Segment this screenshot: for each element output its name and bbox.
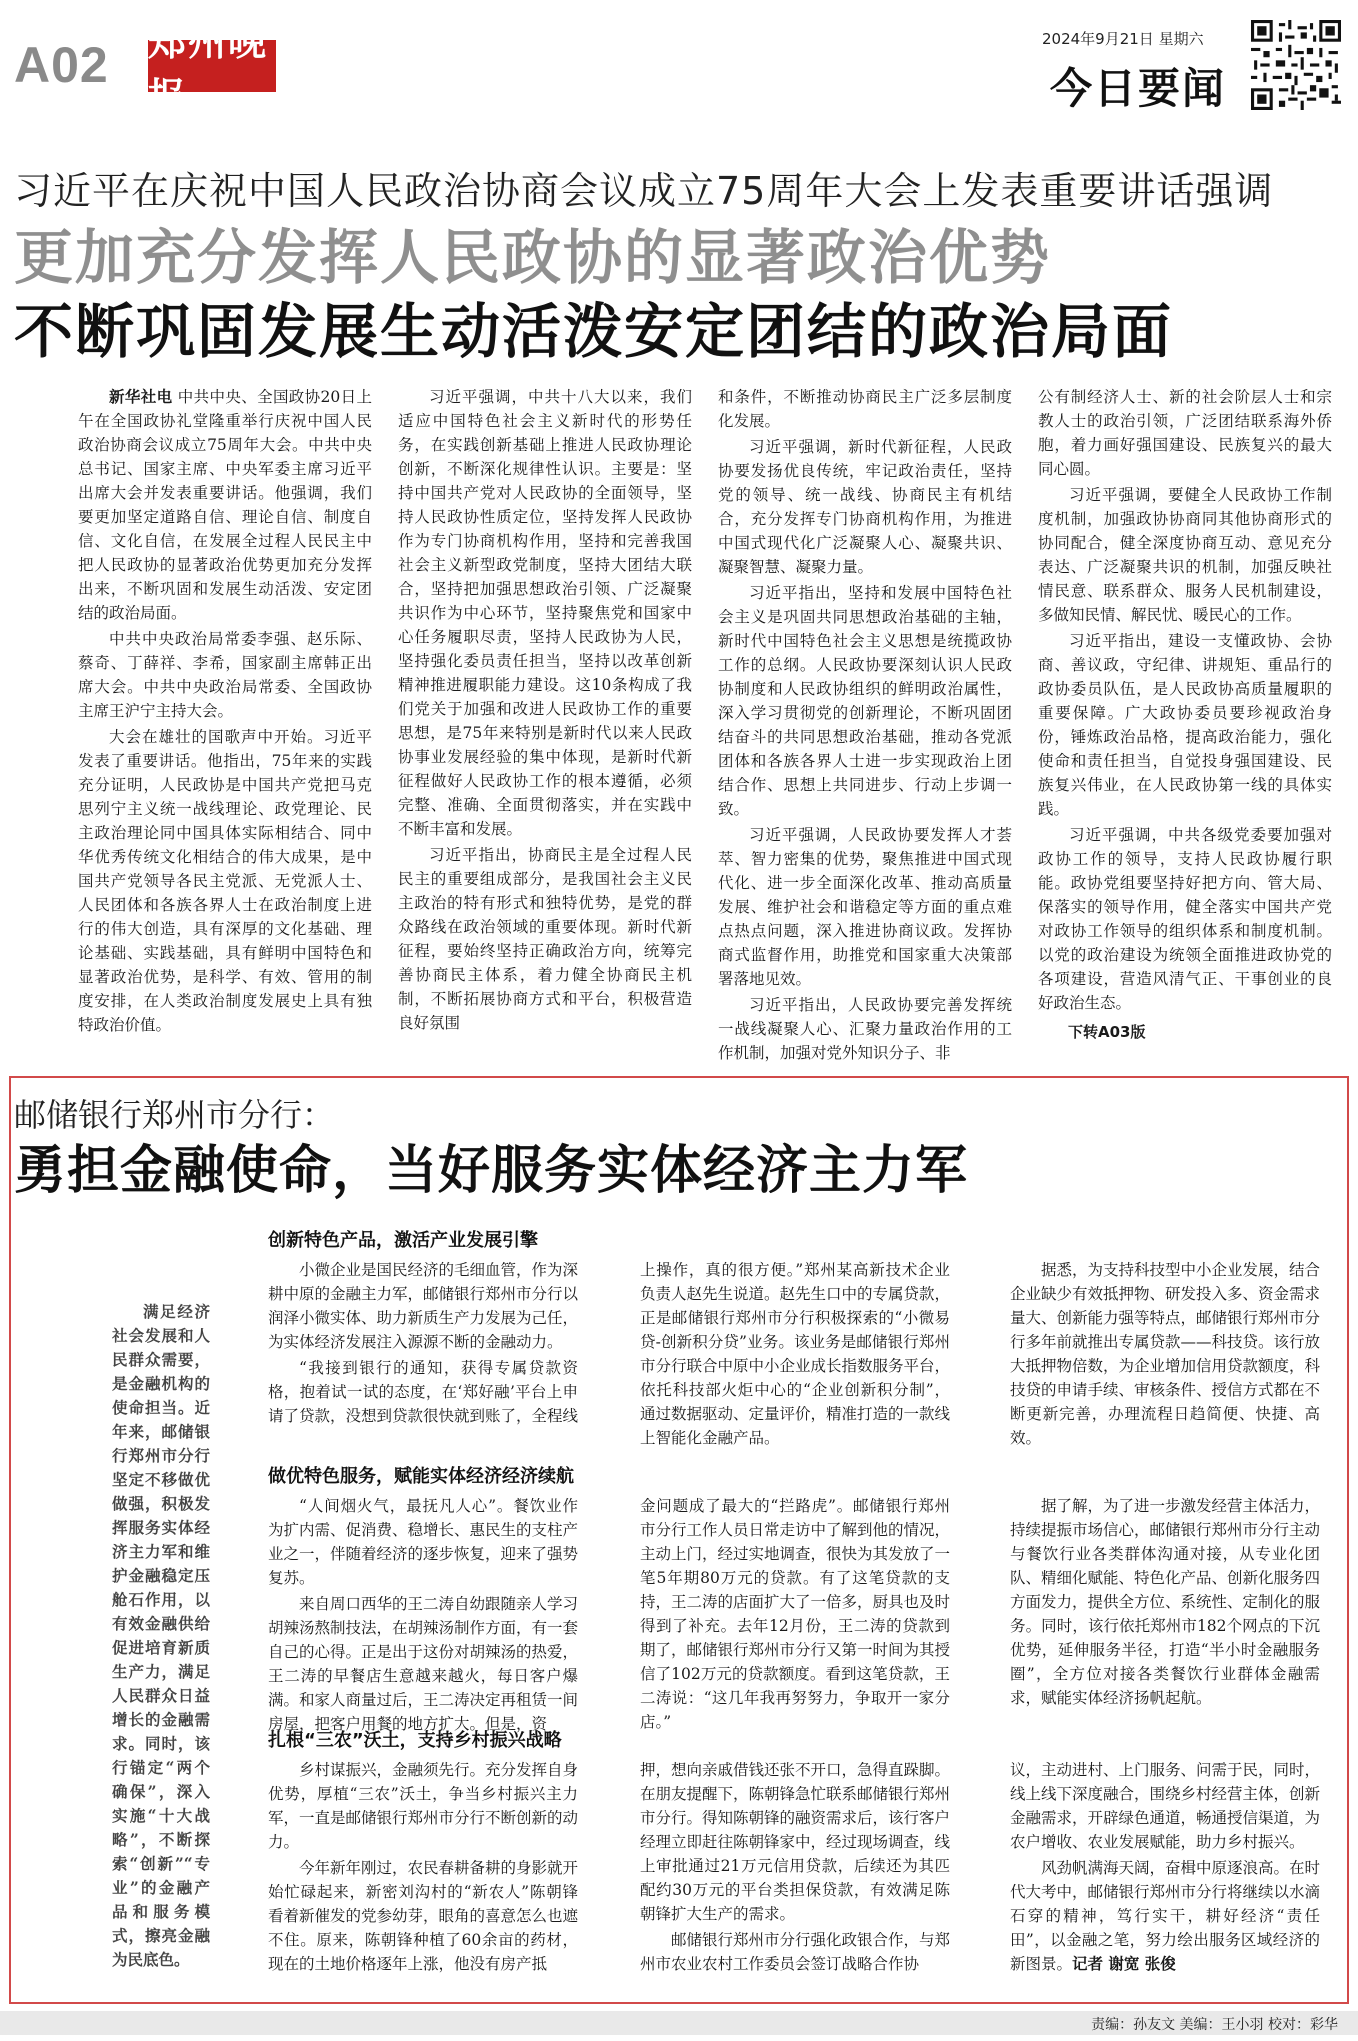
subhead-innovation: 创新特色产品，激活产业发展引擎 <box>268 1230 538 1251</box>
newspaper-logo: 郑州晚报 <box>148 40 276 92</box>
issue-date: 2024年9月21日 星期六 <box>1042 30 1204 48</box>
feature-s3-column-2 <box>640 1758 950 1978</box>
page-number: A02 <box>14 37 109 93</box>
feature-paragraph: 押，想向亲戚借钱还张不开口，急得直跺脚。在朋友提醒下，陈朝锋急忙联系邮储银行郑州市分行。得知陈朝锋的融资需求后，该行客户经理立即赶往陈朝锋家中，经过现场调查，线上审批通过21万元信用贷款，后续还为其匹配约30万元的平台类担保贷款，有效满足陈朝锋扩大生产的需求。 <box>640 1761 951 1923</box>
subhead-services: 做优特色服务，赋能实体经济经济续航 <box>268 1466 574 1487</box>
lead-paragraph: 习近平强调，中共十八大以来，我们适应中国特色社会主义新时代的形势任务，在实践创新基础上推进人民政协理论创新，不断深化规律性认识。主要是：坚持中国共产党对人民政协的全面领导，坚持人民政协性质定位，坚持发挥人民政协作为专门协商机构作用，坚持和完善我国社会主义新型政党制度，坚持大团结大联合，坚持把加强思想政治引领、广泛凝聚共识作为中心环节，坚持聚焦党和国家中心任务履职尽责，坚持人民政协为人民，坚持强化委员责任担当，坚持以改革创新精神推进履职能力建设。这10条构成了我们党关于加强和改进人民政协工作的重要思想，是75年来特别是新时代以来人民政协事业发展经验的集中体现，是新时代新征程做好人民政协工作的根本遵循，必须完整、准确、全面贯彻落实，并在实践中不断丰富和发展。 <box>398 388 692 838</box>
feature-paragraph: 小微企业是国民经济的毛细血管，作为深耕中原的金融主力军，邮储银行郑州市分行以润泽小微实体、助力新质生产力发展为己任，为实体经济发展注入源源不断的金融动力。 <box>268 1261 579 1351</box>
lead-column-4 <box>1038 385 1332 1042</box>
qr-code-icon[interactable] <box>1250 20 1342 110</box>
lead-column-2 <box>398 385 692 1037</box>
lead-kicker: 习近平在庆祝中国人民政治协商会议成立75周年大会上发表重要讲话强调 <box>14 169 1274 213</box>
feature-paragraph: 来自周口西华的王二涛自幼跟随亲人学习胡辣汤熬制技法，在胡辣汤制作方面，有一套自己的心得。正是出于这份对胡辣汤的热爱，王二涛的早餐店生意越来越火，每日客户爆满。和家人商量过后，王二涛决定再租赁一间房屋，把客户用餐的地方扩大。但是，资 <box>268 1595 579 1733</box>
feature-paragraph: 乡村谋振兴，金融须先行。充分发挥自身优势，厚植“三农”沃土，争当乡村振兴主力军，一直是邮储银行郑州市分行不断创新的动力。 <box>268 1761 579 1851</box>
lead-paragraph: 和条件，不断推动协商民主广泛多层制度化发展。 <box>718 388 1012 430</box>
feature-paragraph: 议，主动进村、上门服务、问需于民，同时，线上线下深度融合，围绕乡村经营主体，创新金融需求，开辟绿色通道，畅通授信渠道，为农户增收、农业发展赋能，助力乡村振兴。 <box>1010 1761 1321 1851</box>
lead-paragraph: 大会在雄壮的国歌声中开始。习近平发表了重要讲话。他指出，75年来的实践充分证明，人民政协是中国共产党把马克思列宁主义统一战线理论、政党理论、民主政治理论同中国具体实际相结合、同中华优秀传统文化相结合的伟大成果，是中国共产党领导各民主党派、无党派人士、人民团体和各族各界人士在政治制度上进行的伟大创造，具有深厚的文化基础、理论基础、实践基础，具有鲜明中国特色和显著政治优势，是科学、有效、管用的制度安排，在人类政治制度发展史上具有独特政治价值。 <box>78 728 372 1034</box>
reporter-byline: 记者 谢宽 张俊 <box>1072 1955 1176 1973</box>
feature-s2-column-2 <box>640 1494 950 1736</box>
feature-s2-column-3 <box>1010 1494 1320 1712</box>
lead-paragraph: 习近平指出，建设一支懂政协、会协商、善议政，守纪律、讲规矩、重品行的政协委员队伍，是人民政协高质量履职的重要保障。广大政协委员要珍视政治身份，锤炼政治品格，提高政治能力，强化使命和责任担当，自觉投身强国建设、民族复兴伟业，在人民政协第一线的具体实践。 <box>1038 632 1332 818</box>
continued-on-link[interactable]: 下转A03版 <box>1068 1023 1146 1041</box>
feature-paragraph: 金问题成了最大的“拦路虎”。邮储银行郑州市分行工作人员日常走访中了解到他的情况，主动上门，经过实地调查，很快为其发放了一笔5年期80万元的贷款。有了这笔贷款的支持，王二涛的店面扩大了一倍多，厨具也及时得到了补充。去年12月份，王二涛的贷款到期了，邮储银行郑州市分行又第一时间为其授信了102万元的贷款额度。看到这笔贷款，王二涛说：“这几年我再努努力，争取开一家分店。” <box>640 1497 951 1731</box>
editor-credits: 责编：孙友文 美编：王小羽 校对：彩华 <box>1091 2017 1338 2033</box>
feature-paragraph: “人间烟火气，最抚凡人心”。餐饮业作为扩内需、促消费、稳增长、惠民生的支柱产业之一，伴随着经济的逐步恢复，迎来了强势复苏。 <box>268 1497 579 1587</box>
section-title: 今日要闻 <box>1050 64 1227 113</box>
feature-kicker: 邮储银行郑州市分行： <box>14 1096 335 1134</box>
feature-paragraph: “我接到银行的通知，获得专属贷款资格，抱着试一试的态度，在‘郑好融’平台上申请了贷款，没想到贷款很快就到账了，全程线 <box>268 1359 579 1425</box>
dateline: 新华社电 <box>109 388 173 406</box>
feature-s3-column-3 <box>1010 1758 1320 1978</box>
lead-paragraph: 习近平强调，要健全人民政协工作制度机制，加强政协协商同其他协商形式的协同配合，健全深度协商互动、意见充分表达、广泛凝聚共识的机制，加强反映社情民意、联系群众、服务人民机制建设，多做知民情、解民忧、暖民心的工作。 <box>1038 486 1332 624</box>
lead-paragraph: 新华社电 中共中央、全国政协20日上午在全国政协礼堂隆重举行庆祝中国人民政治协商会议成立75周年大会。中共中央总书记、国家主席、中央军委主席习近平出席大会并发表重要讲话。他强调，我们要更加坚定道路自信、理论自信、制度自信、文化自信，在发展全过程人民民主中把人民政协的显著政治优势更加充分发挥出来，不断巩固和发展生动活泼、安定团结的政治局面。 <box>78 388 372 622</box>
lead-column-3 <box>718 385 1012 1067</box>
feature-s2-column-1 <box>268 1494 578 1738</box>
feature-sidebar-intro <box>112 1300 210 1972</box>
feature-s3-column-1 <box>268 1758 578 1978</box>
feature-s1-column-2 <box>640 1258 950 1452</box>
lead-paragraph: 公有制经济人士、新的社会阶层人士和宗教人士的政治引领，广泛团结联系海外侨胞，着力画好强国建设、民族复兴的最大同心圆。 <box>1038 388 1332 478</box>
feature-paragraph: 今年新年刚过，农民春耕备耕的身影就开始忙碌起来，新密刘沟村的“新农人”陈朝锋看着新催发的党参幼芽，眼角的喜意怎么也遮不住。原来，陈朝锋种植了60余亩的药材，现在的土地价格逐年上涨，他没有房产抵 <box>268 1859 579 1973</box>
lead-paragraph: 中共中央政治局常委李强、赵乐际、蔡奇、丁薛祥、李希，国家副主席韩正出席大会。中共中央政治局常委、全国政协主席王沪宁主持大会。 <box>78 630 372 720</box>
lead-paragraph: 习近平强调，新时代新征程，人民政协要发扬优良传统，牢记政治责任，坚持党的领导、统一战线、协商民主有机结合，充分发挥专门协商机构作用，为推进中国式现代化广泛凝聚人心、凝聚共识、凝聚智慧、凝聚力量。 <box>718 438 1012 576</box>
lead-paragraph: 习近平指出，人民政协要完善发挥统一战线凝聚人心、汇聚力量政治作用的工作机制，加强对党外知识分子、非 <box>718 996 1012 1062</box>
feature-s1-column-3 <box>1010 1258 1320 1452</box>
feature-paragraph: 上操作，真的很方便。”郑州某高新技术企业负责人赵先生说道。赵先生口中的专属贷款，正是邮储银行郑州市分行积极探索的“小微易贷-创新积分贷”业务。该业务是邮储银行郑州市分行联合中原中小企业成长指数服务平台，依托科技部火炬中心的“企业创新积分制”，通过数据驱动、定量评价，精准打造的一款线上智能化金融产品。 <box>640 1261 951 1447</box>
lead-headline-secondary: 不断巩固发展生动活泼安定团结的政治局面 <box>14 297 1174 366</box>
page-footer <box>0 2011 1358 2035</box>
feature-paragraph: 据了解，为了进一步激发经营主体活力，持续提振市场信心，邮储银行郑州市分行主动与餐饮行业各类群体沟通对接，从专业化团队、精细化赋能、特色化产品、创新化服务四方面发力，提供全方位、系统性、定制化的服务。同时，该行依托郑州市182个网点的下沉优势，延伸服务半径，打造“半小时金融服务圈”，全方位对接各类餐饮行业群体金融需求，赋能实体经济扬帆起航。 <box>1010 1497 1321 1707</box>
subhead-rural: 扎根“三农”沃土，支持乡村振兴战略 <box>268 1730 562 1751</box>
lead-headline-primary: 更加充分发挥人民政协的显著政治优势 <box>14 223 1052 292</box>
lead-story-body <box>78 385 1340 1062</box>
lead-paragraph: 习近平强调，人民政协要发挥人才荟萃、智力密集的优势，聚焦推进中国式现代化、进一步全面深化改革、推动高质量发展、维护社会和谐稳定等方面的重点难点热点问题，深入推进协商议政。发挥协商式监督作用，助推党和国家重大决策部署落地见效。 <box>718 826 1012 988</box>
page-header <box>0 0 1358 118</box>
lead-paragraph: 习近平指出，协商民主是全过程人民民主的重要组成部分，是我国社会主义民主政治的特有形式和独特优势，是党的群众路线在政治领域的重要体现。新时代新征程，要始终坚持正确政治方向，统筹完善协商民主体系，着力健全协商民主机制，不断拓展协商方式和平台，积极营造良好氛围 <box>398 846 692 1032</box>
feature-headline: 勇担金融使命，当好服务实体经济主力军 <box>14 1140 969 1201</box>
lead-column-1 <box>78 385 372 1039</box>
lead-paragraph: 习近平指出，坚持和发展中国特色社会主义是巩固共同思想政治基础的主轴，新时代中国特色社会主义思想是统揽政协工作的总纲。人民政协要深刻认识人民政协制度和人民政协组织的鲜明政治属性，深入学习贯彻党的创新理论，不断巩固团结奋斗的共同思想政治基础，推动各党派团体和各族各界人士进一步实现政治上团结合作、思想上共同进步、行动上步调一致。 <box>718 584 1012 818</box>
feature-paragraph: 风劲帆满海天阔，奋楫中原逐浪高。在时代大考中，邮储银行郑州市分行将继续以水滴石穿的精神，笃行实干，耕好经济“责任田”，以金融之笔，努力绘出服务区域经济的新图景。记者 谢宽 张俊 <box>1010 1859 1321 1973</box>
sidebar-text: 满足经济社会发展和人民群众需要，是金融机构的使命担当。近年来，邮储银行郑州市分行坚定不移做优做强，积极发挥服务实体经济主力军和维护金融稳定压舱石作用，以有效金融供给促进培育新质生产力，满足人民群众日益增长的金融需求。同时，该行锚定“两个确保”，深入实施“十大战略”，不断探索“创新”“专业”的金融产品和服务模式，擦亮金融为民底色。 <box>112 1302 210 1969</box>
lead-paragraph: 习近平强调，中共各级党委要加强对政协工作的领导，支持人民政协履行职能。政协党组要坚持好把方向、管大局、保落实的领导作用，健全落实中国共产党对政协工作领导的组织体系和制度机制。以党的政治建设为统领全面推进政协党的各项建设，营造风清气正、干事创业的良好政治生态。 <box>1038 826 1332 1012</box>
feature-s1-column-1 <box>268 1258 578 1430</box>
feature-paragraph: 邮储银行郑州市分行强化政银合作，与郑州市农业农村工作委员会签订战略合作协 <box>640 1931 951 1973</box>
feature-paragraph: 据悉，为支持科技型中小企业发展，结合企业缺少有效抵押物、研发投入多、资金需求量大、创新能力强等特点，邮储银行郑州市分行多年前就推出专属贷款——科技贷。该行放大抵押物倍数，为企业增加信用贷款额度，科技贷的申请手续、审核条件、授信方式都在不断更新完善，办理流程日趋简便、快捷、高效。 <box>1010 1261 1321 1447</box>
